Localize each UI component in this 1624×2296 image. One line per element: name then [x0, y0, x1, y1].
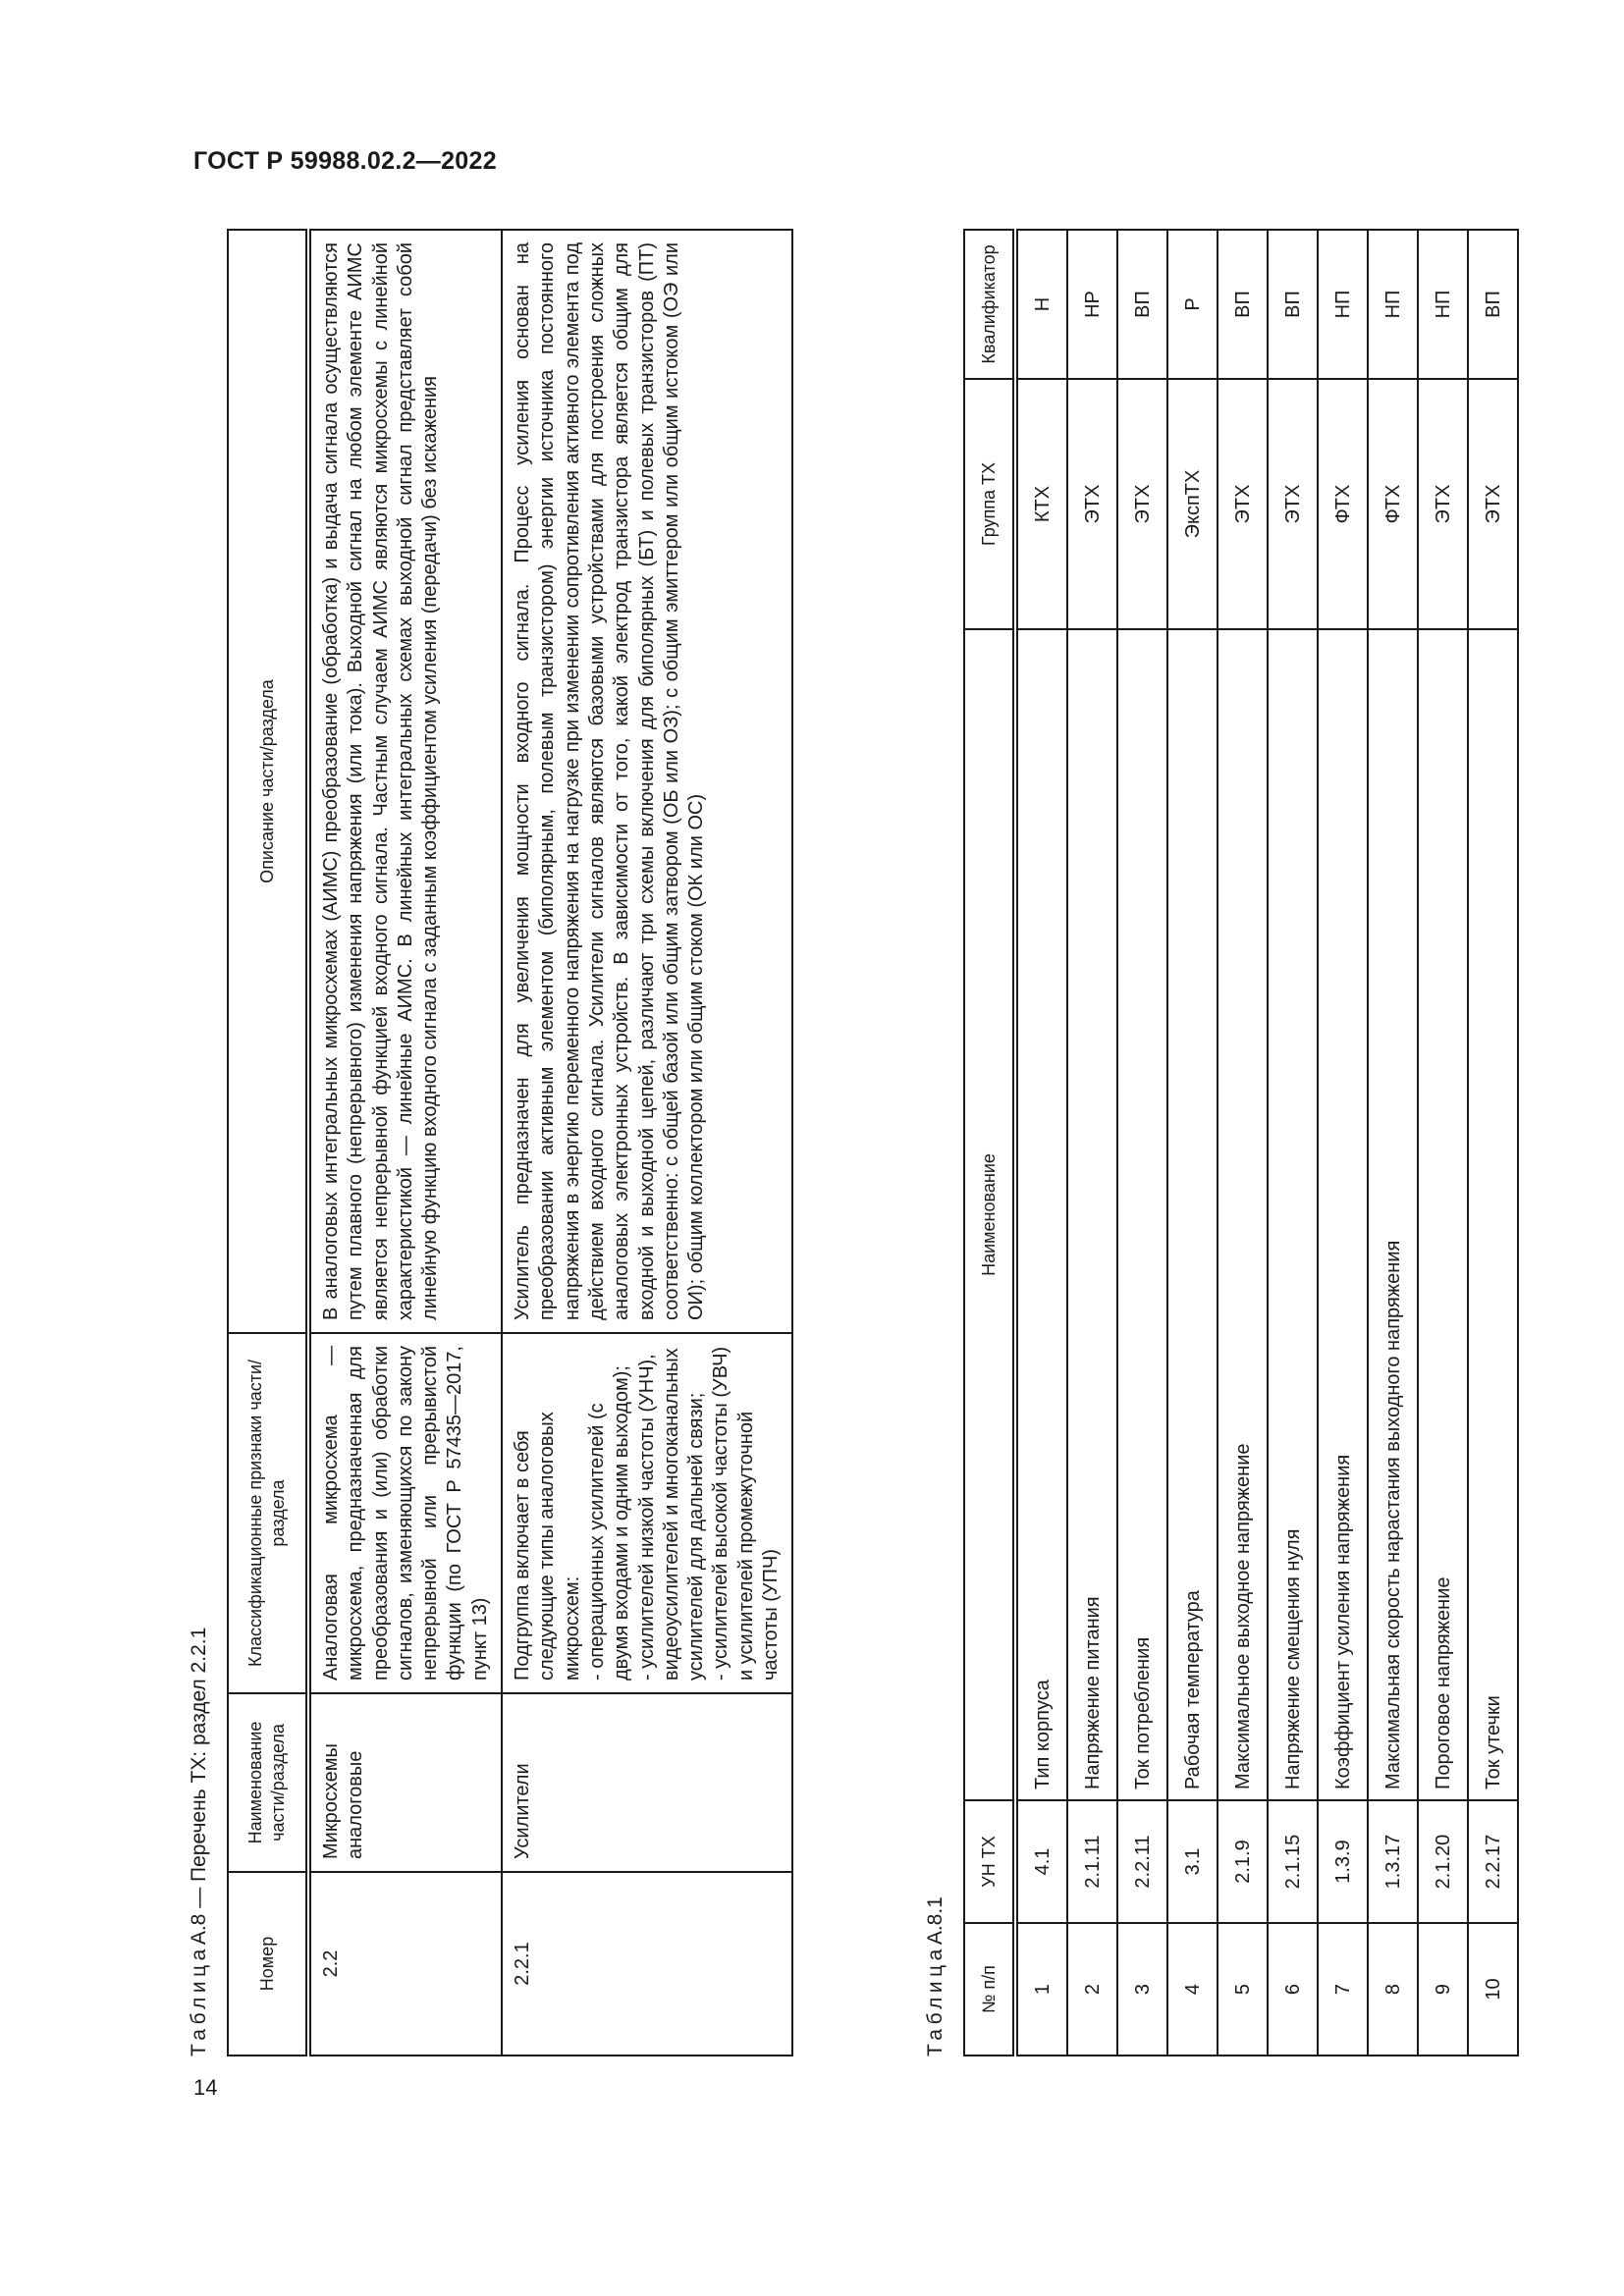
cell-description: В аналоговых интегральных микросхемах (АИМС) преобразование (обработка) и выдача сигнала осуществляются путем плавного (непрерывного) изменения напряжения (или тока). Выходной сигнал на любом элементе АИМС является непрерывной функцией входного сигнала. Частным случаем АИМС являются микросхемы с линейной характеристикой — линейные АИМС. В линейных интегральных схемах выходной сигнал представляет собой линейную функцию входного сигнала с заданным коэффициентом усиления (передачи) без искажения [308, 230, 502, 1333]
document-header: ГОСТ Р 59988.02.2—2022 [193, 147, 497, 175]
table-a8-block [172, 231, 793, 2056]
cell-group: ФТХ [1318, 379, 1368, 629]
table-a81 [963, 229, 1519, 2056]
cell-description: Усилитель предназначен для увеличения мощности входного сигнала. Процесс усиления основан на преобразовании активным элементом (биполярным, полевым транзистором) энергии источника постоянного напряжения в энергию переменного напряжения на нагрузке при изменении сопротивления активного элемента под действием входного сигнала. Усилители сигналов являются базовыми устройствами для построения сложных аналоговых электронных устройств. В зависимости от того, какой электрод транзистора является общим для входной и выходной цепей, различают три схемы включения для биполярных (БТ) и полевых транзисторов (ПТ) соответственно: с общей базой или общим затвором (ОБ или ОЗ); с общим эмиттером или общим истоком (ОЭ или ОИ); общим коллектором или общим стоком (ОК или ОС) [502, 230, 792, 1333]
table-a8-caption [172, 231, 227, 2056]
page-number: 14 [193, 2075, 218, 2100]
features-line: - усилителей низкой частоты (УНЧ), видеоусилителей и многоканальных усилителей для дальней связи; [635, 1348, 708, 1681]
cell-index: 2 [1067, 1923, 1117, 2056]
table-row [1468, 230, 1518, 2056]
cell-index: 3 [1117, 1923, 1167, 2056]
cell-name: Напряжение питания [1067, 629, 1117, 1800]
table-row [1067, 230, 1117, 2056]
cell-index: 7 [1318, 1923, 1368, 2056]
table-a81-caption [908, 231, 963, 2056]
cell-number: 2.2.1 [502, 1872, 792, 2056]
cell-code: 2.2.17 [1468, 1800, 1518, 1923]
cell-qualifier: НП [1318, 230, 1368, 379]
column-header: Номер [228, 1872, 308, 2056]
table-caption-text: А.8 — Перечень ТХ: раздел 2.2.1 [188, 1627, 210, 1946]
cell-qualifier: Р [1167, 230, 1218, 379]
column-header: № п/п [964, 1923, 1015, 2056]
table-row [502, 230, 792, 2056]
cell-index: 8 [1368, 1923, 1418, 2056]
cell-code: 4.1 [1015, 1800, 1067, 1923]
cell-qualifier: ВП [1268, 230, 1318, 379]
cell-index: 4 [1167, 1923, 1218, 2056]
table-row [1015, 230, 1067, 2056]
cell-code: 3.1 [1167, 1800, 1218, 1923]
cell-qualifier: ВП [1218, 230, 1268, 379]
table-row [1167, 230, 1218, 2056]
cell-group: ЭТХ [1418, 379, 1468, 629]
cell-name: Пороговое напряжение [1418, 629, 1468, 1800]
table-row [1218, 230, 1268, 2056]
cell-name: Усилители [502, 1693, 792, 1872]
cell-features [502, 1333, 792, 1693]
cell-code: 2.1.9 [1218, 1800, 1268, 1923]
cell-index: 5 [1218, 1923, 1268, 2056]
table-row [1368, 230, 1418, 2056]
cell-index: 6 [1268, 1923, 1318, 2056]
features-line: - усилителей высокой частоты (УВЧ) и усилителей промежуточной частоты (УПЧ) [710, 1346, 783, 1681]
cell-name: Рабочая температура [1167, 629, 1218, 1800]
cell-qualifier: НР [1067, 230, 1117, 379]
table-row [1117, 230, 1167, 2056]
cell-code: 2.2.11 [1117, 1800, 1167, 1923]
cell-qualifier: ВП [1468, 230, 1518, 379]
cell-name: Микросхемы аналоговые [308, 1693, 502, 1872]
column-header: Наименование части/раздела [228, 1693, 308, 1872]
table-a8 [227, 229, 793, 2056]
column-header: Наименование [964, 629, 1015, 1800]
cell-number: 2.2 [308, 1872, 502, 2056]
column-header: Описание части/раздела [228, 230, 308, 1333]
cell-group: ФТХ [1368, 379, 1418, 629]
cell-features: Аналоговая микросхема — микросхема, предназначенная для преобразования и (или) обработки сигналов, изменяющихся по закону непрерывной или прерывистой функции (по ГОСТ Р 57435—2017, пункт 13) [308, 1333, 502, 1693]
cell-group: ЭТХ [1117, 379, 1167, 629]
table-row [1318, 230, 1368, 2056]
cell-qualifier: НП [1368, 230, 1418, 379]
table-caption-prefix: Таблица [924, 1945, 947, 2056]
column-header: Квалификатор [964, 230, 1015, 379]
cell-group: ЭТХ [1468, 379, 1518, 629]
cell-index: 9 [1418, 1923, 1468, 2056]
table-header-row [964, 230, 1015, 2056]
cell-name: Максимальное выходное напряжение [1218, 629, 1268, 1800]
features-line: Подгруппа включает в себя следующие типы аналоговых микросхем: [512, 1412, 583, 1681]
cell-code: 1.3.17 [1368, 1800, 1418, 1923]
cell-group: ЭТХ [1268, 379, 1318, 629]
cell-qualifier: ВП [1117, 230, 1167, 379]
column-header: Классификационные признаки части/раздела [228, 1333, 308, 1693]
cell-name: Напряжение смещения нуля [1268, 629, 1318, 1800]
column-header: Группа ТХ [964, 379, 1015, 629]
cell-index: 10 [1468, 1923, 1518, 2056]
cell-qualifier: Н [1015, 230, 1067, 379]
cell-name: Максимальная скорость нарастания выходного напряжения [1368, 629, 1418, 1800]
cell-code: 1.3.9 [1318, 1800, 1368, 1923]
table-row [1268, 230, 1318, 2056]
table-caption-text: А.8.1 [924, 1896, 947, 1946]
cell-group: ЭТХ [1218, 379, 1268, 629]
cell-group: ЭТХ [1067, 379, 1117, 629]
cell-index: 1 [1015, 1923, 1067, 2056]
table-row [308, 230, 502, 2056]
table-a81-block [908, 231, 1519, 2056]
cell-name: Ток утечки [1468, 629, 1518, 1800]
cell-code: 2.1.20 [1418, 1800, 1468, 1923]
cell-group: ЭкспТХ [1167, 379, 1218, 629]
cell-code: 2.1.15 [1268, 1800, 1318, 1923]
features-line: - операционных усилителей (с двумя входами и одним выходом); [585, 1365, 633, 1681]
table-caption-prefix: Таблица [188, 1945, 210, 2056]
cell-name: Тип корпуса [1015, 629, 1067, 1800]
column-header: УН ТХ [964, 1800, 1015, 1923]
cell-group: КТХ [1015, 379, 1067, 629]
cell-name: Коэффициент усиления напряжения [1318, 629, 1368, 1800]
table-header-row [228, 230, 308, 2056]
cell-code: 2.1.11 [1067, 1800, 1117, 1923]
cell-name: Ток потребления [1117, 629, 1167, 1800]
cell-qualifier: НП [1418, 230, 1468, 379]
table-row [1418, 230, 1468, 2056]
